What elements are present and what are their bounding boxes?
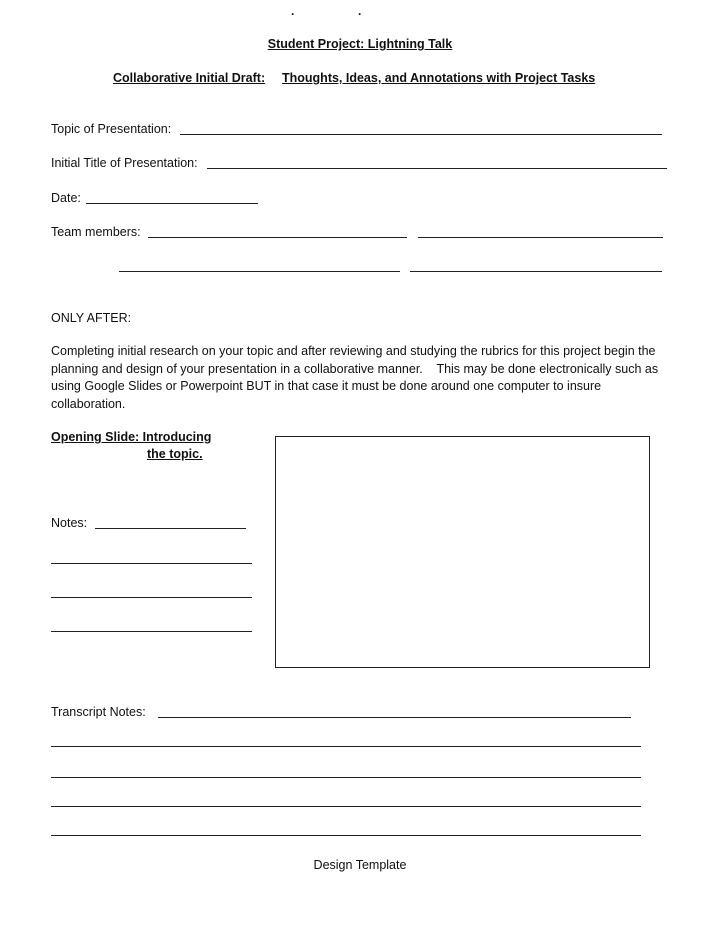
team-member-field-1[interactable] xyxy=(148,237,407,238)
date-label: Date: xyxy=(51,191,81,205)
footer-label: Design Template xyxy=(313,858,407,872)
opening-slide-subheading: the topic. xyxy=(147,447,203,461)
instructions-heading: ONLY AFTER: xyxy=(51,311,132,325)
transcript-field-1[interactable] xyxy=(158,717,631,718)
topic-field[interactable] xyxy=(180,134,662,135)
team-member-field-3[interactable] xyxy=(119,271,400,272)
opening-slide-box[interactable] xyxy=(275,436,650,668)
transcript-field-4[interactable] xyxy=(51,806,641,807)
team-members-label: Team members: xyxy=(51,225,141,239)
date-field[interactable] xyxy=(86,203,258,204)
transcript-notes-label: Transcript Notes: xyxy=(51,705,146,719)
initial-title-field[interactable] xyxy=(207,168,667,169)
opening-slide-heading: Opening Slide: Introducing xyxy=(51,430,212,444)
team-member-field-2[interactable] xyxy=(418,237,663,238)
notes-field-1[interactable] xyxy=(95,528,246,529)
header-dot-left: . xyxy=(291,4,295,18)
transcript-field-3[interactable] xyxy=(51,777,641,778)
team-member-field-4[interactable] xyxy=(410,271,662,272)
instructions-paragraph: Completing initial research on your topic and after reviewing and studying the rubrics for this project begin the planning and design of your presentation in a collaborative manner. This may be done electronically such as using Google Slides or Powerpoint BUT in that case it must be done around one computer to insure collaboration. xyxy=(51,344,662,411)
topic-label: Topic of Presentation: xyxy=(51,122,172,136)
transcript-field-2[interactable] xyxy=(51,746,641,747)
transcript-field-5[interactable] xyxy=(51,835,641,836)
header-dot-right: . xyxy=(358,4,362,18)
notes-label: Notes: xyxy=(51,516,88,530)
initial-title-label: Initial Title of Presentation: xyxy=(51,156,198,170)
notes-field-4[interactable] xyxy=(51,631,252,632)
subtitle-annotations: Thoughts, Ideas, and Annotations with Project Tasks xyxy=(282,71,596,85)
notes-field-3[interactable] xyxy=(51,597,252,598)
subtitle-draft: Collaborative Initial Draft: xyxy=(113,71,266,85)
notes-field-2[interactable] xyxy=(51,563,252,564)
page-title: Student Project: Lightning Talk xyxy=(267,37,453,51)
